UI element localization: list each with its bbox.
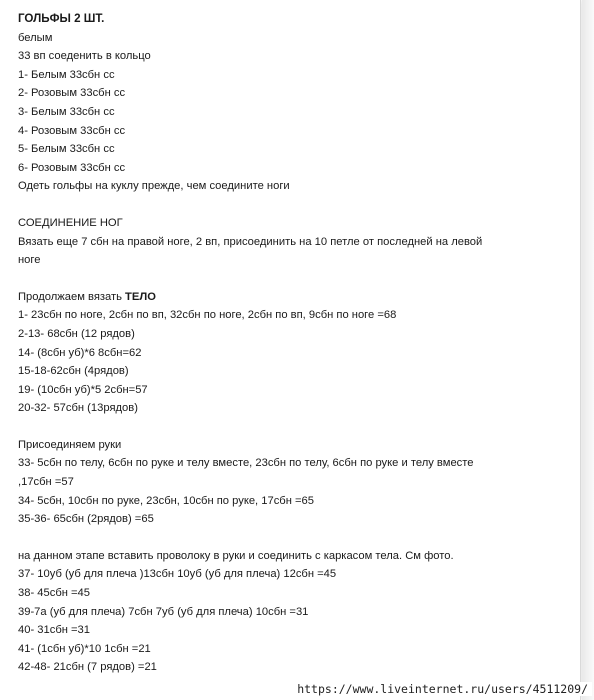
body-row: 1- 23сбн по ноге, 2сбн по вп, 32сбн по ноге, 2сбн по вп, 9сбн по ноге =68	[18, 309, 397, 322]
golfs-line: 4- Розовым 33сбн сс	[18, 124, 126, 137]
body-row: 14- (8сбн уб)*6 8сбн=62	[18, 346, 142, 359]
golfs-line: 2- Розовым 33сбн сс	[18, 87, 126, 100]
body-row: 20-32- 57сбн (13рядов)	[18, 402, 138, 415]
source-watermark: https://www.liveinternet.ru/users/4511209/	[293, 682, 592, 696]
golfs-line: белым	[18, 31, 53, 44]
body-heading-bold: ТЕЛО	[125, 290, 156, 303]
spacer	[18, 196, 574, 214]
page-edge-shadow	[582, 0, 594, 700]
wire-row: 38- 45сбн =45	[18, 587, 90, 600]
golfs-line: 1- Белым 33сбн сс	[18, 68, 115, 81]
wire-row: 40- 31сбн =31	[18, 624, 90, 637]
spacer	[18, 418, 574, 436]
legs-line: Вязать еще 7 сбн на правой ноге, 2 вп, присоединить на 10 петле от последней на левой	[18, 235, 483, 248]
section-title-arms: Присоединяем руки	[18, 438, 122, 451]
body-heading-prefix: Продолжаем вязать	[18, 290, 126, 303]
golfs-line: 33 вп соеденить в кольцо	[18, 50, 151, 63]
wire-row: 37- 10уб (уб для плеча )13сбн 10уб (уб для плеча) 12сбн =45	[18, 568, 337, 581]
body-row: 15-18-62сбн (4рядов)	[18, 365, 129, 378]
legs-line: ноге	[18, 254, 41, 267]
arms-row: ,17сбн =57	[18, 476, 74, 489]
arms-row: 35-36- 65сбн (2рядов) =65	[18, 513, 154, 526]
arms-row: 33- 5сбн по телу, 6сбн по руке и телу вместе, 23сбн по телу, 6сбн по руке и телу вместе	[18, 457, 474, 470]
section-title-body	[18, 288, 574, 307]
section-title-legs: СОЕДИНЕНИЕ НОГ	[18, 216, 123, 229]
pattern-text	[18, 10, 574, 677]
wire-row: 41- (1сбн уб)*10 1сбн =21	[18, 642, 151, 655]
arms-row: 34- 5сбн, 10сбн по руке, 23сбн, 10сбн по руке, 17сбн =65	[18, 494, 314, 507]
body-row: 19- (10сбн уб)*5 2сбн=57	[18, 383, 148, 396]
golfs-line: 6- Розовым 33сбн сс	[18, 161, 126, 174]
spacer	[18, 529, 574, 547]
body-row: 2-13- 68сбн (12 рядов)	[18, 327, 135, 340]
wire-row: 42-48- 21сбн (7 рядов) =21	[18, 661, 157, 674]
wire-row: 39-7а (уб для плеча) 7сбн 7уб (уб для плеча) 10сбн =31	[18, 605, 309, 618]
spacer	[18, 270, 574, 288]
section-title-golfs: ГОЛЬФЫ 2 ШТ.	[18, 12, 105, 25]
golfs-line: 5- Белым 33сбн сс	[18, 143, 115, 156]
golfs-line: Одеть гольфы на куклу прежде, чем соедините ноги	[18, 180, 290, 193]
wire-intro: на данном этапе вставить проволоку в руки и соединить с каркасом тела. См фото.	[18, 549, 454, 562]
golfs-line: 3- Белым 33сбн сс	[18, 105, 115, 118]
